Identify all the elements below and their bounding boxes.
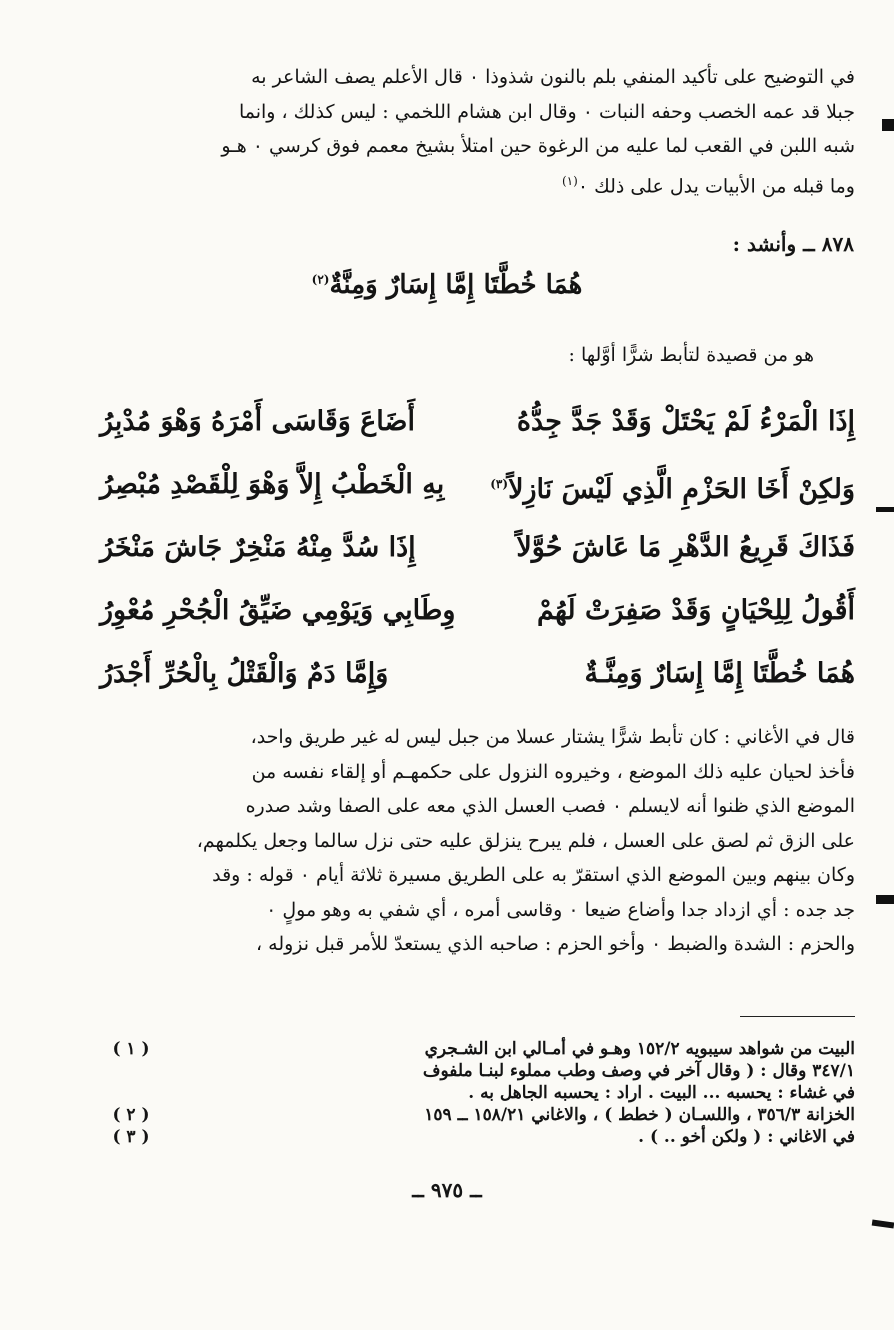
footnote-2-number: ( ٢ ) — [112, 1105, 150, 1125]
scan-edge-mark — [876, 507, 894, 512]
verse-4-first-hemistich: أَقُولُ لِلِحْيَانٍ وَقَدْ صَفِرَتْ لَهُمْ — [536, 595, 855, 626]
entry-header: ٨٧٨ ــ وأنشد : — [732, 232, 854, 256]
intro-line-4: وما قبله من الأبيات يدل على ذلك ٠$^{(١)}$ — [561, 173, 855, 197]
verse-2-first-hemistich: وَلكِنْ أَخَا الحَزْمِ الَّذِي لَيْسَ نَازِلاً$^{(٣)}$ — [490, 474, 855, 505]
commentary-paragraph — [100, 720, 855, 962]
scan-edge-mark — [882, 119, 894, 131]
shahid-line — [0, 270, 894, 300]
scan-edge-mark — [872, 1219, 894, 1228]
intro-line-3: شبه اللبن في القعب لما عليه من الرغوة حين امتلأ بشيخ معمم فوق كرسي ٠ هـو — [221, 135, 855, 157]
verse-3 — [100, 516, 855, 579]
footnote-ref-3: (٣) — [490, 477, 509, 491]
footnote-3-text: في الاغاني : ( ولكن أخو .. ) . — [638, 1127, 855, 1147]
footnote-2-text: الخزانة ٣٥٦/٣ ، واللسـان ( خطط ) ، والاغاني ١٥٨/٢١ ــ ١٥٩ — [424, 1105, 855, 1125]
commentary-line-1: قال في الأغاني : كان تأبط شرًّا يشتار عسلا من جبل ليس له غير طريق واحد، — [250, 726, 855, 748]
verse-4-second-hemistich: وِطَابِي وَيَوْمِي ضَيِّقُ الْجُحْرِ مُعْوِرُ — [100, 595, 456, 626]
commentary-line-2: فأخذ لحيان عليه ذلك الموضع ، وخيروه النزول على حكمهـم أو إلقاء نفسه من — [251, 760, 855, 783]
commentary-line-6: جد جده : أي ازداد جدا وأضاع ضيعا ٠ وقاسى أمره ، أي شفي به وهو مولٍ ٠ — [266, 898, 855, 921]
footnote-2 — [100, 1104, 855, 1126]
verse-1 — [100, 390, 855, 453]
intro-line-1: في التوضيح على تأكيد المنفي بلم بالنون شذوذا ٠ قال الأعلم يصف الشاعر به — [251, 66, 855, 88]
verse-1-first-hemistich: إِذَا الْمَرْءُ لَمْ يَحْتَلْ وَقَدْ جَدَّ جِدُّهُ — [516, 406, 855, 437]
scan-edge-mark — [876, 895, 894, 904]
footnote-separator — [740, 1016, 855, 1017]
verse-3-second-hemistich: إِذَا سُدَّ مِنْهُ مَنْخِرٌ جَاشَ مَنْخَرُ — [100, 532, 416, 563]
verse-5-second-hemistich: وَإِمَّا دَمٌ وَالْقَتْلُ بِالْحُرِّ أَجْدَرُ — [100, 658, 389, 689]
commentary-line-7: والحزم : الشدة والضبط ٠ وأخو الحزم : صاحبه الذي يستعدّ للأمر قبل نزوله ، — [255, 933, 855, 955]
verse-1-second-hemistich: أَضَاعَ وَقَاسَى أَمْرَهُ وَهْوَ مُدْبِرُ — [100, 406, 415, 437]
verse-2-second-hemistich: بِهِ الْخَطْبُ إِلاَّ وَهْوَ لِلْقَصْدِ مُبْصِرُ — [100, 469, 445, 500]
footnote-1 — [100, 1038, 855, 1104]
verse-5 — [100, 642, 855, 705]
footnote-1-line: البيت من شواهد سيبويه ١٥٢/٢ وهـو في أمـالي ابن الشـجري — [424, 1039, 855, 1059]
footnote-1-line: في غشاء : يحسبه ... البيت . اراد : يحسبه الجاهل به . — [468, 1083, 855, 1103]
commentary-line-4: على الزق ثم لصق على العسل ، فلم يبرح ينزلق عليه حتى نزل سالما وجعل يكلمهم، — [196, 829, 855, 852]
footnote-1-number: ( ١ ) — [112, 1039, 150, 1059]
footnote-3 — [100, 1126, 855, 1148]
footnote-ref-1: (١) — [561, 173, 578, 188]
footnote-3-number: ( ٣ ) — [112, 1127, 150, 1147]
page-number: ــ ٩٧٥ ــ — [412, 1178, 482, 1202]
verse-3-first-hemistich: فَذَاكَ قَرِيعُ الدَّهْرِ مَا عَاشَ حُوَّلاً — [516, 532, 855, 563]
footnotes — [100, 1038, 855, 1148]
verse-5-first-hemistich: هُمَا خُطَّتَا إِمَّا إِسَارٌ وَمِنَّـةٌ — [584, 658, 855, 689]
footnote-ref-2: (٢) — [311, 272, 330, 287]
footnote-1-line: ٣٤٧/١ وقال : ( وقال آخر في وصف وطب مملوء لبنـا ملفوف — [422, 1061, 855, 1081]
intro-line-2: جبلا قد عمه الخصب وحفه النبات ٠ وقال ابن هشام اللخمي : ليس كذلك ، وانما — [238, 100, 855, 123]
poem-verses — [100, 390, 855, 705]
verse-2 — [100, 453, 855, 516]
footnote-1-text — [162, 1038, 855, 1104]
shahid-text: هُمَا خُطَّتَا إِمَّا إِسَارٌ وَمِنَّةٌ — [329, 270, 583, 300]
verse-4 — [100, 579, 855, 642]
poem-intro: هو من قصيدة لتأبط شرًّا أوَّلها : — [568, 344, 814, 366]
intro-paragraph — [100, 60, 855, 203]
commentary-line-3: الموضع الذي ظنوا أنه لايسلم ٠ فصب العسل الذي معه على الصفا وشد صدره — [245, 795, 855, 817]
commentary-line-5: وكان بينهم وبين الموضع الذي استقرّ به على الطريق مسيرة ثلاثة أيام ٠ قوله : وقد — [212, 864, 855, 886]
